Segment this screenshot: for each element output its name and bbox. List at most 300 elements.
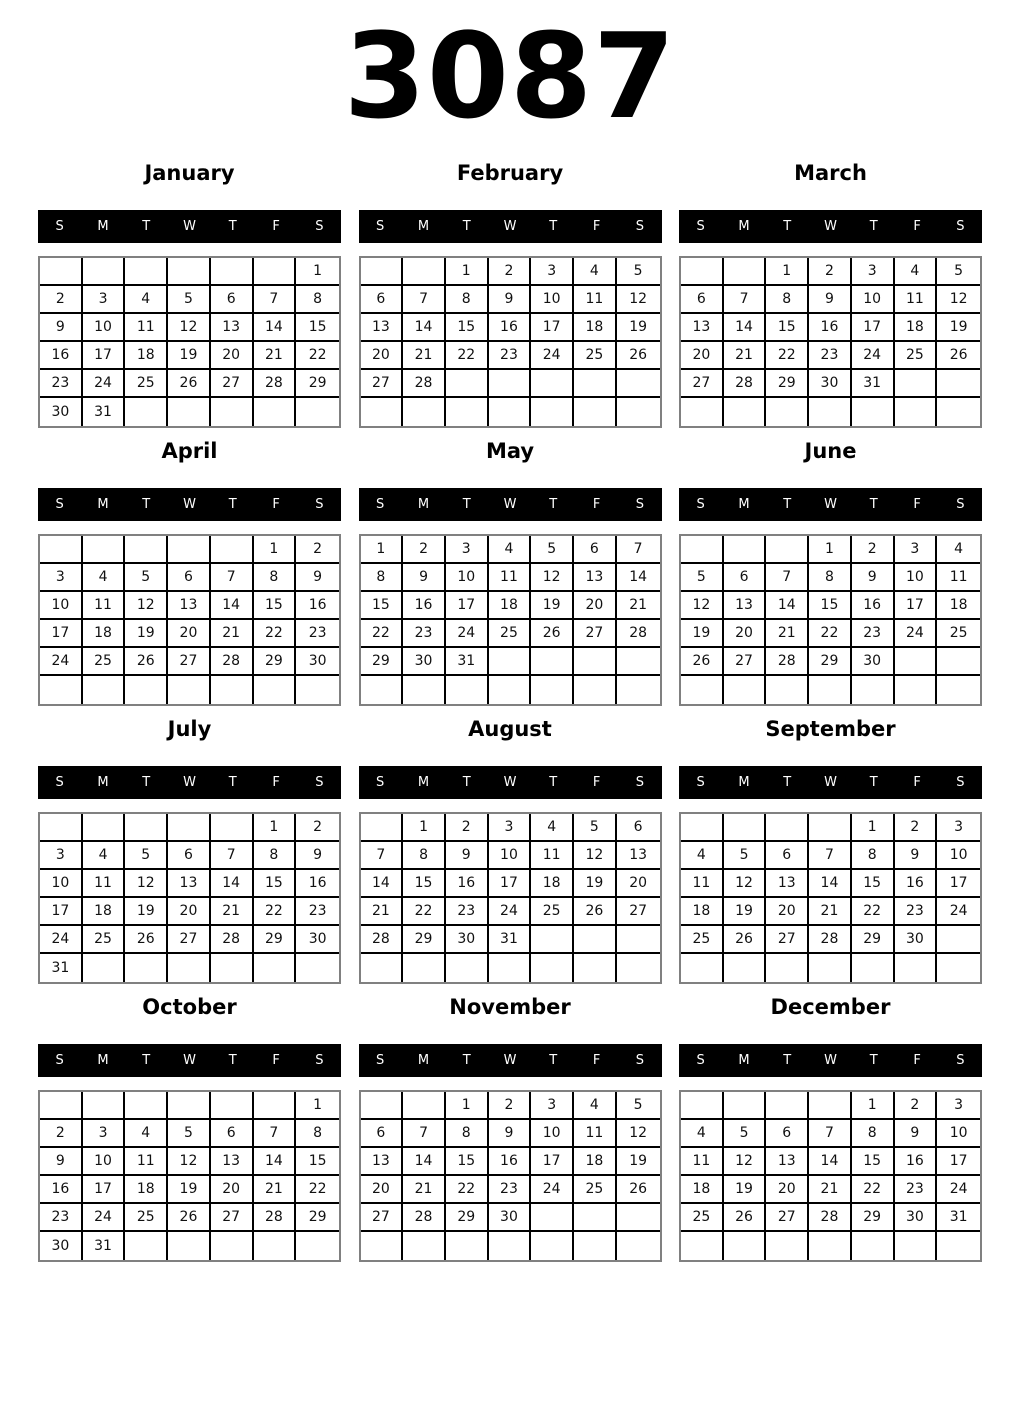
day-cell: 3: [852, 258, 895, 286]
weekday-header-bar: [38, 210, 341, 243]
weekday-label: S: [315, 497, 324, 512]
weekday-label: S: [696, 775, 705, 790]
month-title: January: [144, 161, 235, 185]
day-cell: 29: [296, 370, 339, 398]
day-cell: 24: [531, 342, 574, 370]
day-cell-empty: [617, 1232, 660, 1260]
day-cell: 4: [681, 1120, 724, 1148]
day-cell-empty: [361, 1092, 404, 1120]
day-cell-empty: [211, 814, 254, 842]
day-cell: 25: [83, 926, 126, 954]
day-cell-empty: [681, 398, 724, 426]
weekday-label: S: [956, 497, 965, 512]
day-cell: 6: [211, 1120, 254, 1148]
day-cell: 6: [617, 814, 660, 842]
day-cell: 13: [766, 870, 809, 898]
day-cell-empty: [724, 1092, 767, 1120]
day-cell: 26: [724, 926, 767, 954]
day-cell: 14: [211, 592, 254, 620]
day-cell: 5: [574, 814, 617, 842]
day-cell-empty: [125, 536, 168, 564]
weekday-label: S: [376, 219, 385, 234]
week-row: [40, 1232, 339, 1260]
day-cell: 23: [296, 620, 339, 648]
day-cell-empty: [724, 954, 767, 982]
day-cell: 29: [852, 926, 895, 954]
day-cell: 2: [809, 258, 852, 286]
weekday-label: M: [738, 219, 750, 234]
calendar-table: [38, 534, 341, 706]
day-cell: 1: [361, 536, 404, 564]
day-cell-empty: [254, 1232, 297, 1260]
day-cell-empty: [531, 370, 574, 398]
day-cell: 9: [40, 314, 83, 342]
weekday-label: W: [503, 1053, 517, 1068]
day-cell: 18: [531, 870, 574, 898]
day-cell: 17: [83, 342, 126, 370]
week-row: [40, 648, 339, 676]
day-cell: 24: [937, 1176, 980, 1204]
day-cell: 20: [361, 342, 404, 370]
day-cell: 17: [895, 592, 938, 620]
day-cell: 2: [403, 536, 446, 564]
day-cell-empty: [40, 676, 83, 704]
day-cell-empty: [724, 814, 767, 842]
week-row: [681, 592, 980, 620]
week-row: [40, 620, 339, 648]
day-cell-empty: [361, 814, 404, 842]
day-cell: 27: [617, 898, 660, 926]
day-cell: 27: [211, 370, 254, 398]
day-cell: 23: [809, 342, 852, 370]
day-cell-empty: [361, 258, 404, 286]
day-cell-empty: [937, 676, 980, 704]
day-cell: 28: [809, 1204, 852, 1232]
week-row: [681, 842, 980, 870]
day-cell-empty: [125, 258, 168, 286]
day-cell: 1: [254, 536, 297, 564]
day-cell: 3: [40, 842, 83, 870]
day-cell: 6: [766, 842, 809, 870]
day-cell: 27: [766, 926, 809, 954]
day-cell: 24: [446, 620, 489, 648]
day-cell: 15: [809, 592, 852, 620]
day-cell-empty: [681, 1232, 724, 1260]
day-cell-empty: [766, 954, 809, 982]
day-cell: 21: [809, 898, 852, 926]
day-cell-empty: [40, 258, 83, 286]
day-cell: 22: [296, 342, 339, 370]
day-cell: 28: [361, 926, 404, 954]
day-cell: 1: [852, 1092, 895, 1120]
day-cell: 29: [852, 1204, 895, 1232]
day-cell: 4: [681, 842, 724, 870]
weekday-header-bar: [359, 210, 662, 243]
day-cell-empty: [83, 676, 126, 704]
weekday-label: M: [97, 775, 109, 790]
calendar-body: [681, 814, 980, 982]
weekday-label: T: [228, 1053, 237, 1068]
week-row: [361, 870, 660, 898]
day-cell: 12: [617, 1120, 660, 1148]
day-cell: 11: [125, 1148, 168, 1176]
week-row: [40, 1092, 339, 1120]
weekday-label: M: [417, 775, 430, 790]
day-cell: 10: [531, 1120, 574, 1148]
day-cell-empty: [531, 926, 574, 954]
day-cell: 22: [254, 620, 297, 648]
day-cell-empty: [403, 398, 446, 426]
day-cell: 4: [125, 1120, 168, 1148]
day-cell: 9: [296, 842, 339, 870]
day-cell-empty: [296, 954, 339, 982]
calendar-table: [359, 256, 662, 428]
day-cell-empty: [489, 398, 532, 426]
day-cell: 23: [489, 342, 532, 370]
day-cell-empty: [211, 954, 254, 982]
day-cell: 1: [852, 814, 895, 842]
day-cell: 19: [125, 620, 168, 648]
week-row: [681, 954, 980, 982]
day-cell: 27: [361, 1204, 404, 1232]
week-row: [361, 1232, 660, 1260]
month-title: October: [142, 995, 237, 1019]
day-cell: 19: [125, 898, 168, 926]
day-cell-empty: [852, 676, 895, 704]
month-block: [38, 716, 341, 984]
day-cell-empty: [125, 676, 168, 704]
day-cell: 16: [895, 1148, 938, 1176]
day-cell-empty: [724, 676, 767, 704]
day-cell: 8: [254, 564, 297, 592]
day-cell: 5: [125, 842, 168, 870]
day-cell: 6: [574, 536, 617, 564]
day-cell: 24: [895, 620, 938, 648]
day-cell: 20: [361, 1176, 404, 1204]
weekday-header-bar: [38, 766, 341, 799]
week-row: [40, 1204, 339, 1232]
weekday-label: T: [228, 775, 237, 790]
day-cell: 19: [937, 314, 980, 342]
week-row: [681, 1120, 980, 1148]
weekday-label: T: [228, 497, 237, 512]
day-cell: 27: [574, 620, 617, 648]
week-row: [40, 370, 339, 398]
weekday-label: T: [869, 775, 878, 790]
day-cell-empty: [809, 676, 852, 704]
day-cell-empty: [681, 954, 724, 982]
day-cell: 10: [852, 286, 895, 314]
day-cell: 17: [852, 314, 895, 342]
weekday-label: T: [462, 219, 471, 234]
day-cell: 20: [766, 898, 809, 926]
weekday-label: S: [635, 775, 644, 790]
weekday-label: S: [376, 775, 385, 790]
week-row: [361, 926, 660, 954]
day-cell: 19: [168, 1176, 211, 1204]
calendar-body: [361, 258, 660, 426]
calendar-body: [40, 536, 339, 704]
day-cell: 9: [489, 1120, 532, 1148]
day-cell-empty: [403, 258, 446, 286]
week-row: [40, 1176, 339, 1204]
weekday-label: T: [228, 219, 237, 234]
weekday-header-bar: [679, 210, 982, 243]
day-cell: 25: [489, 620, 532, 648]
day-cell: 23: [40, 370, 83, 398]
day-cell: 25: [574, 1176, 617, 1204]
day-cell: 23: [403, 620, 446, 648]
day-cell: 21: [211, 620, 254, 648]
day-cell: 24: [40, 926, 83, 954]
calendar-body: [361, 814, 660, 982]
day-cell: 18: [574, 1148, 617, 1176]
day-cell-empty: [403, 1092, 446, 1120]
day-cell: 29: [446, 1204, 489, 1232]
day-cell: 11: [83, 870, 126, 898]
weekday-label: W: [824, 1053, 837, 1068]
day-cell: 6: [361, 1120, 404, 1148]
week-row: [361, 370, 660, 398]
day-cell: 6: [168, 842, 211, 870]
day-cell: 22: [446, 1176, 489, 1204]
day-cell: 23: [489, 1176, 532, 1204]
week-row: [361, 258, 660, 286]
day-cell: 14: [766, 592, 809, 620]
day-cell: 15: [254, 870, 297, 898]
day-cell-empty: [83, 258, 126, 286]
months-grid: [0, 150, 1020, 1262]
day-cell: 6: [168, 564, 211, 592]
week-row: [361, 398, 660, 426]
day-cell-empty: [895, 648, 938, 676]
day-cell: 3: [895, 536, 938, 564]
day-cell: 9: [852, 564, 895, 592]
day-cell: 28: [403, 1204, 446, 1232]
week-row: [40, 842, 339, 870]
weekday-label: T: [142, 775, 151, 790]
day-cell: 13: [168, 592, 211, 620]
day-cell: 25: [531, 898, 574, 926]
day-cell-empty: [895, 1232, 938, 1260]
day-cell-empty: [617, 954, 660, 982]
day-cell: 24: [83, 370, 126, 398]
day-cell: 28: [403, 370, 446, 398]
day-cell: 20: [617, 870, 660, 898]
day-cell: 5: [531, 536, 574, 564]
week-row: [361, 1148, 660, 1176]
day-cell: 7: [766, 564, 809, 592]
day-cell-empty: [809, 398, 852, 426]
day-cell: 20: [211, 1176, 254, 1204]
week-row: [40, 1148, 339, 1176]
weekday-label: S: [956, 775, 965, 790]
day-cell: 7: [211, 564, 254, 592]
day-cell-empty: [531, 648, 574, 676]
day-cell: 4: [83, 564, 126, 592]
day-cell-empty: [724, 398, 767, 426]
week-row: [361, 898, 660, 926]
day-cell: 4: [125, 286, 168, 314]
weekday-header-bar: [359, 766, 662, 799]
day-cell: 21: [809, 1176, 852, 1204]
day-cell: 23: [895, 898, 938, 926]
day-cell: 3: [83, 1120, 126, 1148]
day-cell: 17: [40, 620, 83, 648]
day-cell: 14: [254, 314, 297, 342]
day-cell: 5: [617, 1092, 660, 1120]
day-cell: 16: [489, 314, 532, 342]
day-cell: 19: [724, 1176, 767, 1204]
calendar-body: [40, 1092, 339, 1260]
day-cell: 31: [40, 954, 83, 982]
day-cell: 2: [489, 1092, 532, 1120]
weekday-label: S: [956, 1053, 965, 1068]
week-row: [361, 954, 660, 982]
day-cell: 5: [168, 1120, 211, 1148]
day-cell-empty: [574, 676, 617, 704]
day-cell: 30: [403, 648, 446, 676]
day-cell: 18: [83, 620, 126, 648]
day-cell-empty: [125, 814, 168, 842]
day-cell-empty: [254, 954, 297, 982]
month-block: [359, 160, 662, 428]
week-row: [681, 648, 980, 676]
day-cell: 2: [446, 814, 489, 842]
day-cell: 16: [852, 592, 895, 620]
day-cell-empty: [809, 1092, 852, 1120]
day-cell-empty: [809, 814, 852, 842]
day-cell: 5: [724, 842, 767, 870]
day-cell: 7: [403, 1120, 446, 1148]
day-cell: 24: [852, 342, 895, 370]
weekday-label: S: [315, 775, 324, 790]
calendar-body: [681, 1092, 980, 1260]
day-cell: 30: [852, 648, 895, 676]
weekday-label: M: [738, 497, 750, 512]
day-cell: 27: [361, 370, 404, 398]
day-cell: 11: [489, 564, 532, 592]
week-row: [681, 1092, 980, 1120]
day-cell: 15: [254, 592, 297, 620]
week-row: [40, 926, 339, 954]
day-cell: 28: [254, 1204, 297, 1232]
day-cell: 8: [254, 842, 297, 870]
day-cell-empty: [254, 398, 297, 426]
calendar-table: [679, 812, 982, 984]
weekday-label: F: [913, 497, 921, 512]
weekday-label: F: [592, 497, 601, 512]
day-cell-empty: [211, 398, 254, 426]
weekday-label: S: [635, 219, 644, 234]
week-row: [40, 314, 339, 342]
weekday-label: T: [142, 1053, 151, 1068]
day-cell: 5: [937, 258, 980, 286]
day-cell: 9: [403, 564, 446, 592]
day-cell: 30: [40, 1232, 83, 1260]
day-cell: 17: [531, 314, 574, 342]
weekday-label: F: [272, 219, 280, 234]
day-cell: 15: [403, 870, 446, 898]
day-cell: 24: [937, 898, 980, 926]
month-block: [38, 438, 341, 706]
day-cell: 12: [681, 592, 724, 620]
day-cell-empty: [574, 370, 617, 398]
week-row: [361, 814, 660, 842]
day-cell-empty: [617, 648, 660, 676]
calendar-body: [40, 258, 339, 426]
week-row: [681, 1148, 980, 1176]
day-cell: 31: [937, 1204, 980, 1232]
day-cell: 27: [766, 1204, 809, 1232]
day-cell: 26: [617, 342, 660, 370]
week-row: [681, 1176, 980, 1204]
day-cell: 7: [809, 842, 852, 870]
weekday-label: F: [913, 219, 921, 234]
month-title: February: [456, 161, 564, 185]
day-cell: 18: [83, 898, 126, 926]
day-cell: 18: [489, 592, 532, 620]
day-cell: 2: [895, 1092, 938, 1120]
day-cell: 12: [574, 842, 617, 870]
day-cell-empty: [168, 954, 211, 982]
day-cell-empty: [617, 370, 660, 398]
day-cell: 9: [40, 1148, 83, 1176]
day-cell: 6: [724, 564, 767, 592]
day-cell-empty: [361, 1232, 404, 1260]
day-cell: 12: [937, 286, 980, 314]
day-cell: 5: [168, 286, 211, 314]
day-cell: 2: [895, 814, 938, 842]
day-cell: 6: [361, 286, 404, 314]
week-row: [361, 842, 660, 870]
week-row: [361, 1204, 660, 1232]
day-cell-empty: [168, 536, 211, 564]
month-title: June: [804, 439, 857, 463]
day-cell: 5: [681, 564, 724, 592]
weekday-label: T: [549, 497, 558, 512]
day-cell: 17: [40, 898, 83, 926]
day-cell: 16: [40, 1176, 83, 1204]
day-cell: 16: [296, 592, 339, 620]
weekday-header-bar: [359, 488, 662, 521]
day-cell: 8: [446, 286, 489, 314]
day-cell: 16: [895, 870, 938, 898]
day-cell: 26: [531, 620, 574, 648]
day-cell-empty: [895, 398, 938, 426]
day-cell: 7: [809, 1120, 852, 1148]
day-cell: 31: [852, 370, 895, 398]
day-cell: 10: [531, 286, 574, 314]
day-cell-empty: [895, 370, 938, 398]
weekday-label: S: [315, 219, 324, 234]
day-cell: 1: [254, 814, 297, 842]
week-row: [681, 814, 980, 842]
day-cell-empty: [361, 954, 404, 982]
day-cell: 26: [937, 342, 980, 370]
day-cell: 22: [766, 342, 809, 370]
day-cell-empty: [125, 1232, 168, 1260]
day-cell: 15: [852, 1148, 895, 1176]
day-cell: 1: [403, 814, 446, 842]
weekday-label: T: [783, 775, 792, 790]
day-cell: 30: [895, 926, 938, 954]
week-row: [681, 898, 980, 926]
day-cell-empty: [446, 676, 489, 704]
calendar-table: [679, 534, 982, 706]
weekday-label: S: [55, 219, 64, 234]
day-cell: 25: [681, 1204, 724, 1232]
